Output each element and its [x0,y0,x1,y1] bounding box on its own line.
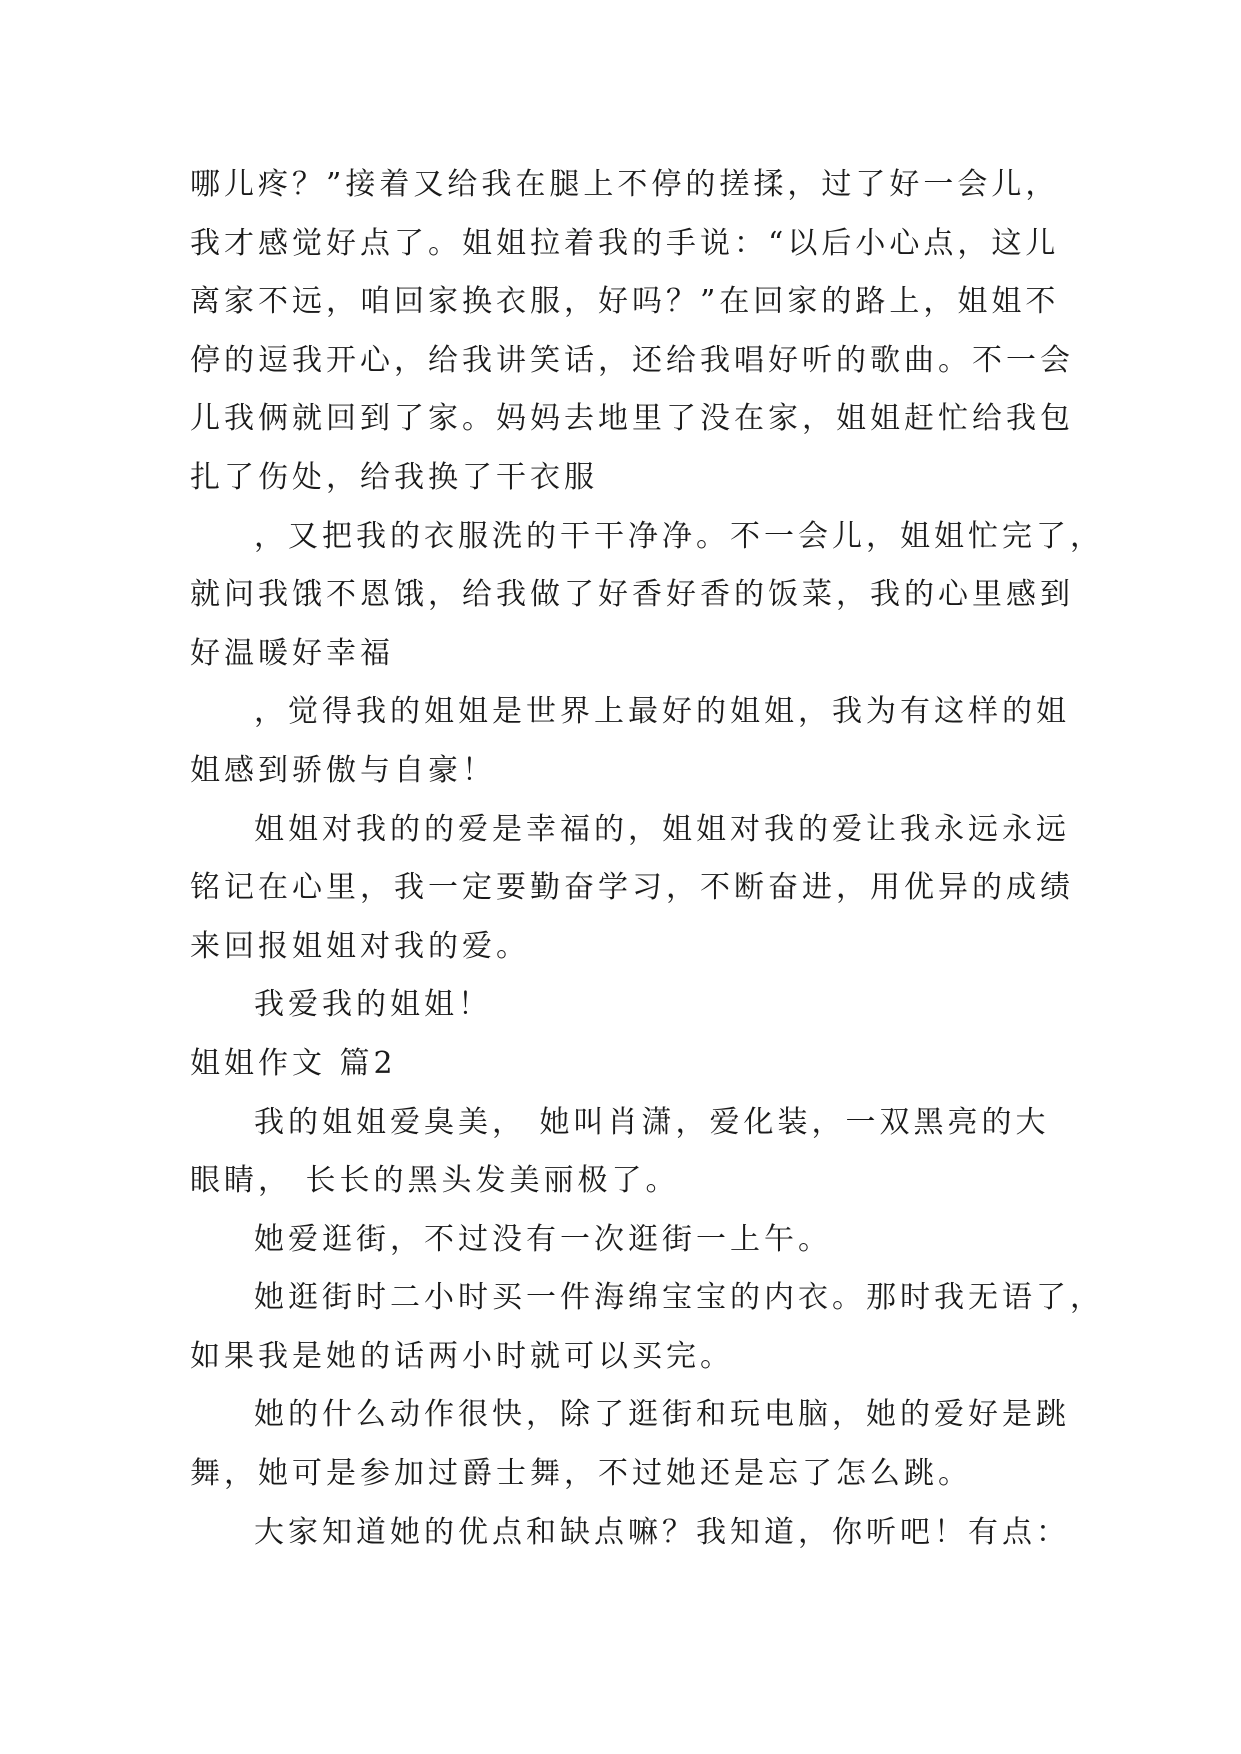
text-line: 舞，她可是参加过爵士舞，不过她还是忘了怎么跳。 [190,1456,972,1492]
paragraph-first-line: 大家知道她的优点和缺点嘛？我知道，你听吧！有点： [254,1514,1070,1550]
text-line: 离家不远，咱回家换衣服，好吗？”在回家的路上，姐姐不 [190,284,1060,320]
paragraph-first-line: 她的什么动作很快，除了逛街和玩电脑，她的爱好是跳 [254,1397,1070,1433]
paragraph-first-line: 她逛街时二小时买一件海绵宝宝的内衣。那时我无语了， [254,1280,1104,1316]
paragraph-first-line: 我爱我的姐姐！ [254,987,492,1023]
text-line: 铭记在心里，我一定要勤奋学习，不断奋进，用优异的成绩 [190,870,1074,906]
text-line: 如果我是她的话两小时就可以买完。 [190,1338,734,1374]
paragraph-first-line: ，又把我的衣服洗的干干净净。不一会儿，姐姐忙完了， [254,518,1104,554]
section-heading: 姐姐作文 篇2 [190,1045,397,1081]
text-line: 儿我俩就回到了家。妈妈去地里了没在家，姐姐赶忙给我包 [190,401,1074,437]
text-line: 好温暖好幸福 [190,635,394,671]
text-line: 停的逗我开心，给我讲笑话，还给我唱好听的歌曲。不一会 [190,342,1074,378]
text-line: 就问我饿不恩饿，给我做了好香好香的饭菜，我的心里感到 [190,577,1074,613]
paragraph-first-line: 她爱逛街，不过没有一次逛街一上午。 [254,1221,832,1257]
text-line: 我才感觉好点了。姐姐拉着我的手说：“以后小心点，这儿 [190,225,1060,261]
text-line: 姐感到骄傲与自豪！ [190,752,496,788]
document-body [190,156,1104,1562]
paragraph-first-line: 我的姐姐爱臭美， 她叫肖潇，爱化装，一双黑亮的大 [254,1104,1050,1140]
text-line: 哪儿疼？”接着又给我在腿上不停的搓揉，过了好一会儿， [190,167,1060,202]
text-line: 来回报姐姐对我的爱。 [190,928,530,964]
text-line: 扎了伤处，给我换了干衣服 [190,459,598,495]
paragraph-first-line: ，觉得我的姐姐是世界上最好的姐姐，我为有这样的姐 [254,694,1070,730]
text-line: 眼睛， 长长的黑头发美丽极了。 [190,1163,680,1199]
paragraph-first-line: 姐姐对我的的爱是幸福的，姐姐对我的爱让我永远永远 [254,811,1070,847]
